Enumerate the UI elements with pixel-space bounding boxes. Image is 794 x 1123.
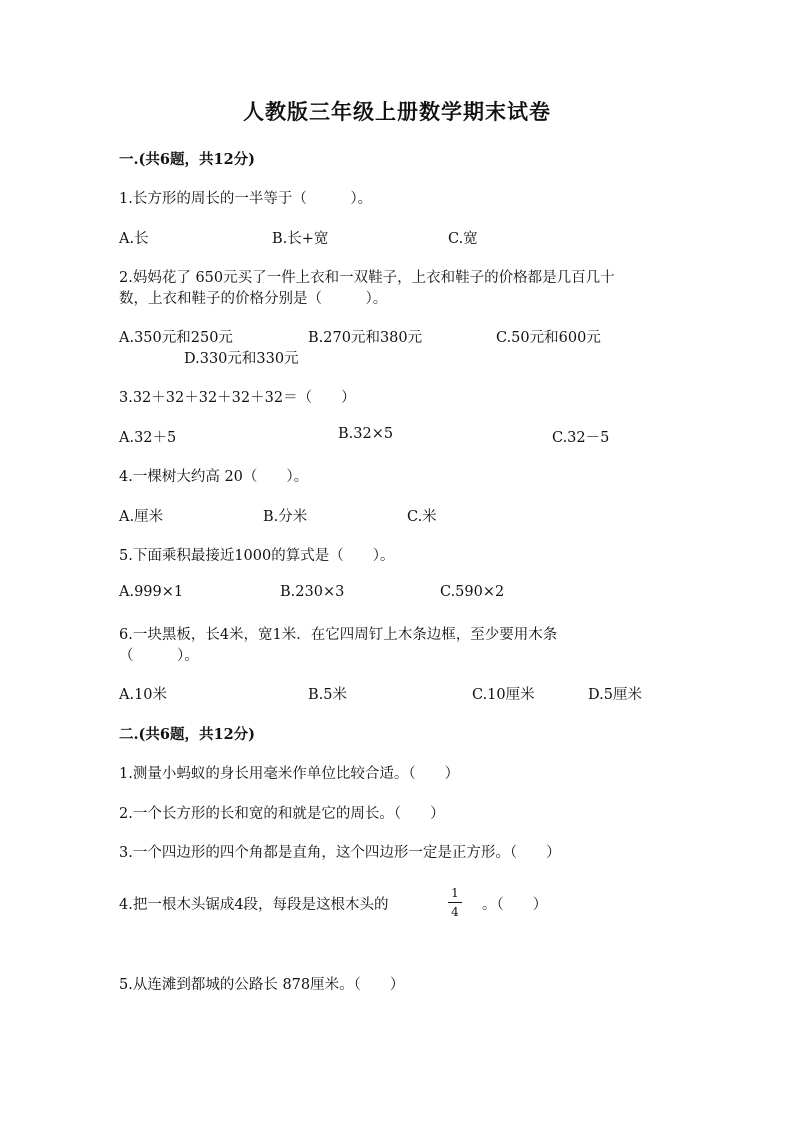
q1-4-option-c: C.米 — [407, 509, 437, 525]
question-2-4-tail: 。（ ） — [482, 897, 548, 913]
question-1-5: 5.下面乘积最接近1000的算式是（ ）。 — [119, 548, 395, 564]
question-2-2: 2.一个长方形的长和宽的和就是它的周长。（ ） — [119, 806, 445, 822]
question-1-1: 1.长方形的周长的一半等于（ ）。 — [119, 191, 373, 207]
question-2-5: 5.从连滩到都城的公路长 878厘米。（ ） — [119, 977, 405, 993]
question-2-3: 3.一个四边形的四个角都是直角，这个四边形一定是正方形。（ ） — [119, 845, 561, 861]
fraction-denominator: 4 — [451, 905, 459, 919]
q1-5-option-a: A.999×1 — [119, 584, 184, 600]
question-1-2-line1: 2.妈妈花了 650元买了一件上衣和一双鞋子，上衣和鞋子的价格都是几百几十 — [119, 270, 615, 286]
q1-2-option-a: A.350元和250元 — [119, 330, 233, 346]
q1-5-option-c: C.590×2 — [440, 584, 505, 600]
question-1-6-line1: 6.一块黑板，长4米，宽1米．在它四周钉上木条边框，至少要用木条 — [119, 627, 558, 643]
question-2-4-text: 4.把一根木头锯成4段，每段是这根木头的 — [119, 897, 389, 913]
q1-4-option-a: A.厘米 — [119, 509, 164, 525]
question-1-6-line2: （ ）。 — [119, 648, 199, 664]
q1-5-option-b: B.230×3 — [280, 584, 345, 600]
fraction-one-quarter — [447, 886, 463, 919]
q1-6-option-a: A.10米 — [119, 687, 168, 703]
q1-1-option-a: A.长 — [119, 231, 149, 247]
q1-6-option-b: B.5米 — [308, 687, 347, 703]
question-1-4: 4.一棵树大约高 20（ ）。 — [119, 469, 309, 485]
section2-heading: 二.(共6题，共12分) — [119, 726, 256, 743]
q1-6-option-d: D.5厘米 — [588, 687, 642, 703]
question-1-3: 3.32＋32＋32＋32＋32＝（ ） — [119, 390, 356, 406]
q1-3-option-c: C.32－5 — [552, 430, 610, 446]
q1-2-option-b: B.270元和380元 — [308, 330, 423, 346]
q1-3-option-b: B.32×5 — [338, 426, 394, 442]
q1-3-option-a: A.32＋5 — [119, 430, 177, 446]
section1-heading: 一.(共6题，共12分) — [119, 151, 256, 168]
fraction-bar — [448, 902, 462, 903]
question-1-2-line2: 数，上衣和鞋子的价格分别是（ ）。 — [119, 291, 388, 307]
q1-6-option-c: C.10厘米 — [472, 687, 535, 703]
page-title: 人教版三年级上册数学期末试卷 — [243, 99, 551, 124]
q1-1-option-b: B.长+宽 — [272, 231, 329, 247]
question-2-1: 1.测量小蚂蚁的身长用毫米作单位比较合适。（ ） — [119, 766, 460, 782]
q1-1-option-c: C.宽 — [448, 231, 478, 247]
q1-2-option-c: C.50元和600元 — [496, 330, 601, 346]
q1-2-option-d: D.330元和330元 — [184, 351, 299, 367]
fraction-numerator: 1 — [451, 886, 459, 900]
q1-4-option-b: B.分米 — [263, 509, 308, 525]
